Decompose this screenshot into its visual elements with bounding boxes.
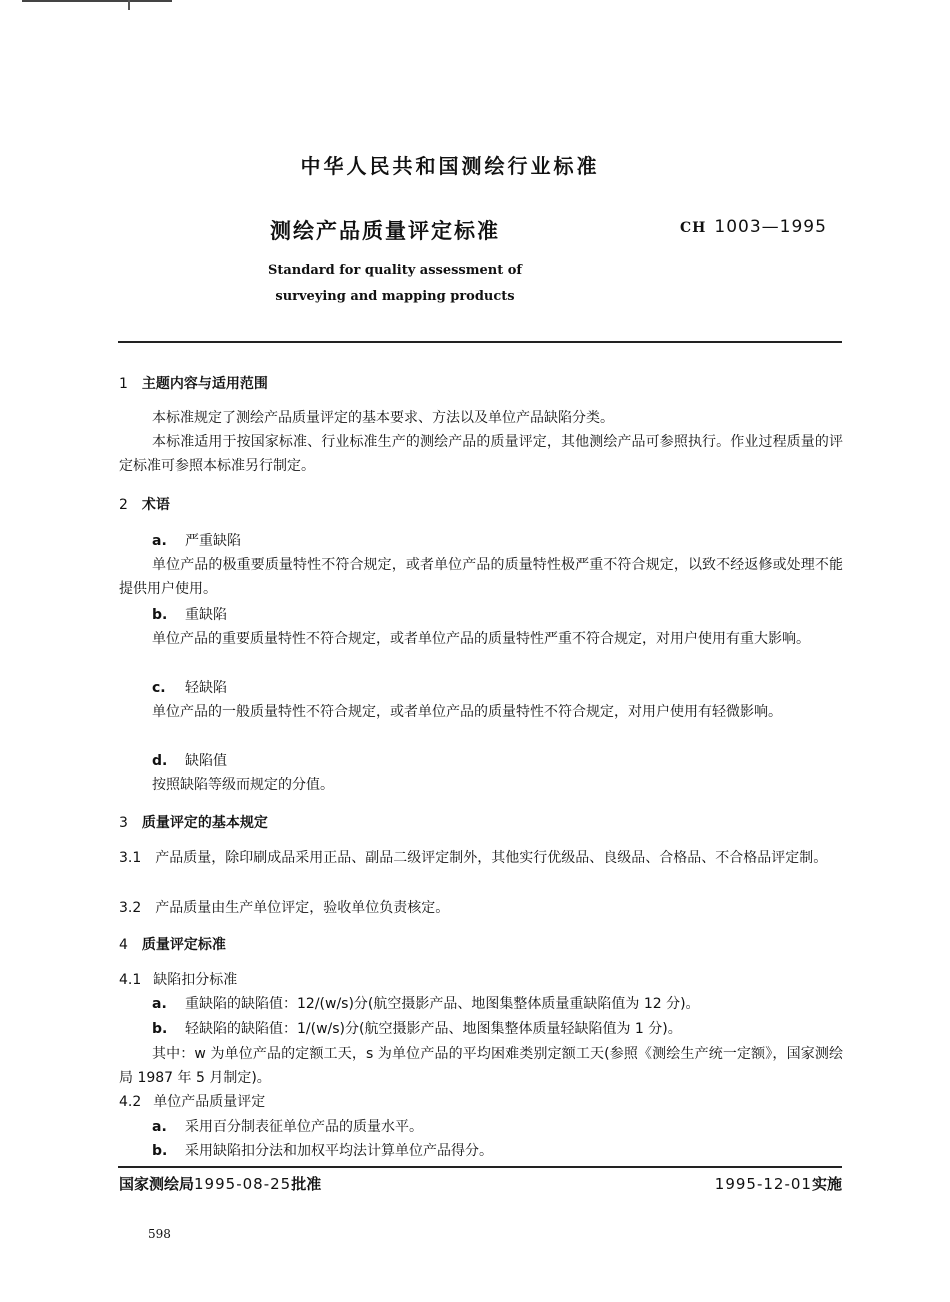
standard-code-number: 1003—1995: [714, 217, 827, 237]
clause-number: 4.2: [119, 1094, 142, 1110]
item-text: 采用百分制表征单位产品的质量水平。: [185, 1119, 423, 1135]
clause-4-2-item-a: [152, 1116, 423, 1136]
approval-org: 国家测绘局: [119, 1175, 195, 1193]
clause-4-1-item-b: [152, 1018, 682, 1038]
section-number: 4: [119, 937, 128, 953]
term-d-definition: 按照缺陷等级而规定的分值。: [152, 777, 334, 793]
term-name: 严重缺陷: [185, 533, 241, 549]
approval-date: 1995-08-25: [194, 1175, 292, 1193]
clause-3-2: 3.2 产品质量由生产单位评定，验收单位负责核定。: [119, 900, 450, 916]
approval-suffix: 批准: [291, 1175, 322, 1193]
clause-title: 缺陷扣分标准: [153, 972, 238, 988]
term-name: 轻缺陷: [185, 680, 227, 696]
standard-code: [680, 217, 827, 237]
implementation-line: [715, 1173, 842, 1194]
section-title: 质量评定标准: [141, 937, 226, 953]
term-label: a.: [152, 533, 167, 549]
term-c: [152, 677, 227, 697]
standard-code-prefix: CH: [680, 220, 707, 236]
english-title-line-1: Standard for quality assessment of: [267, 263, 523, 278]
term-a-definition: 单位产品的极重要质量特性不符合规定，或者单位产品的质量特性极严重不符合规定，以致不经返修或处理不能提供用户使用。: [119, 557, 843, 597]
top-edge-tick: [128, 0, 130, 10]
clause-4-1-heading: [119, 969, 237, 989]
item-label: a.: [152, 996, 167, 1012]
section-1-paragraph-2: 本标准适用于按国家标准、行业标准生产的测绘产品的质量评定，其他测绘产品可参照执行。作业过程质量的评定标准可参照本标准另行制定。: [119, 434, 843, 474]
document-title: 测绘产品质量评定标准: [270, 219, 500, 243]
term-label: b.: [152, 607, 168, 623]
section-title: 术语: [141, 497, 170, 513]
item-text: 采用缺陷扣分法和加权平均法计算单位产品得分。: [185, 1143, 493, 1159]
item-label: a.: [152, 1119, 167, 1135]
section-1-paragraph-1: 本标准规定了测绘产品质量评定的基本要求、方法以及单位产品缺陷分类。: [152, 410, 614, 426]
term-d: [152, 750, 227, 770]
section-number: 1: [119, 376, 128, 392]
section-1-heading: [119, 373, 268, 393]
section-title: 质量评定的基本规定: [141, 815, 268, 831]
item-text: 重缺陷的缺陷值：12/(w/s)分(航空摄影产品、地图集整体质量重缺陷值为 12 分)。: [185, 996, 700, 1012]
section-number: 2: [119, 497, 128, 513]
item-label: b.: [152, 1143, 168, 1159]
header-divider: [118, 341, 842, 343]
top-edge-line: [22, 0, 172, 2]
implementation-date: 1995-12-01: [714, 1175, 812, 1193]
term-name: 缺陷值: [185, 753, 227, 769]
term-name: 重缺陷: [185, 607, 227, 623]
section-3-heading: [119, 812, 268, 832]
item-text: 轻缺陷的缺陷值：1/(w/s)分(航空摄影产品、地图集整体质量轻缺陷值为 1 分)。: [185, 1021, 682, 1037]
section-4-heading: [119, 934, 226, 954]
clause-3-1: 3.1 产品质量，除印刷成品采用正品、副品二级评定制外，其他实行优级品、良级品、合格品、不合格品评定制。: [119, 850, 828, 866]
clause-4-1-item-a: [152, 993, 700, 1013]
term-c-definition: 单位产品的一般质量特性不符合规定，或者单位产品的质量特性不符合规定，对用户使用有轻微影响。: [152, 704, 782, 720]
section-2-heading: [119, 494, 170, 514]
clause-number: 4.1: [119, 972, 142, 988]
term-label: c.: [152, 680, 166, 696]
english-title-line-2: surveying and mapping products: [275, 289, 515, 304]
item-label: b.: [152, 1021, 168, 1037]
footer-divider: [118, 1166, 842, 1168]
approval-line: [119, 1173, 321, 1194]
term-label: d.: [152, 753, 168, 769]
term-a: [152, 530, 241, 550]
page-number: 598: [148, 1227, 171, 1241]
clause-4-2-item-b: [152, 1140, 493, 1160]
term-b-definition: 单位产品的重要质量特性不符合规定，或者单位产品的质量特性严重不符合规定，对用户使用有重大影响。: [152, 631, 810, 647]
section-number: 3: [119, 815, 128, 831]
term-b: [152, 604, 227, 624]
org-title: 中华人民共和国测绘行业标准: [300, 154, 600, 178]
clause-4-2-heading: [119, 1091, 265, 1111]
clause-title: 单位产品质量评定: [153, 1094, 266, 1110]
clause-4-1-note: 其中：w 为单位产品的定额工天，s 为单位产品的平均困难类别定额工天(参照《测绘生产统一定额》，国家测绘局 1987 年 5 月制定)。: [119, 1046, 843, 1086]
section-title: 主题内容与适用范围: [141, 376, 268, 392]
implementation-suffix: 实施: [811, 1175, 842, 1193]
